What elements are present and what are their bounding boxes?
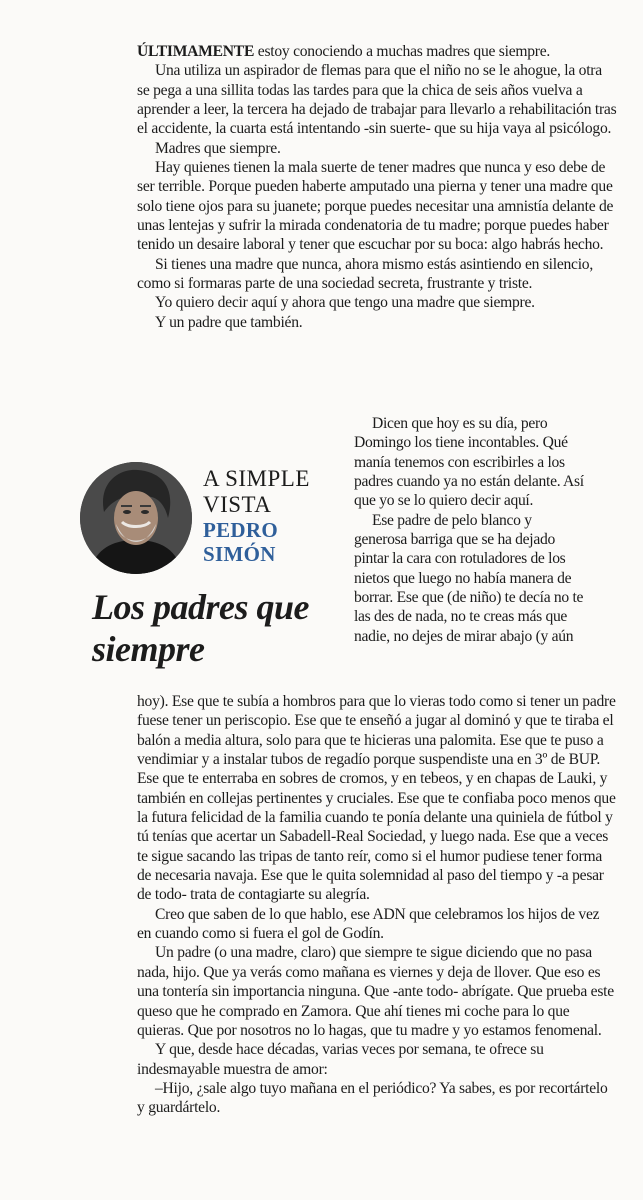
paragraph: Si tienes una madre que nunca, ahora mismo estás asintiendo en silencio, como si formaras parte de una sociedad secreta, frustrante y triste. (137, 255, 593, 293)
article-body-right-column (354, 414, 586, 646)
paragraph (137, 42, 617, 61)
paragraph: Un padre (o una madre, claro) que siempre te sigue diciendo que no pasa nada, hijo. Que ya verás como mañana es viernes y deja de llover. Que eso es una tontería sin importancia ninguna. Que -ante todo- abrígate. Que prueba este queso que he comprado en Zamora. Que ahí tienes mi coche para lo que quieras. Que por nosotros no lo hagas, que tu madre y yo estamos fenomenal. (137, 944, 614, 1039)
paragraph: Hay quienes tienen la mala suerte de tener madres que nunca y eso debe de ser terrible. Porque pueden haberte amputado una pierna y tener una madre que solo tiene ojos para su juanete; porque puedes necesitar una amnistía delante de unas lentejas y sufrir la mirada condenatoria de tu madre; porque puedes haber tenido un desaire laboral y tener que escuchar por su boca: algo habrás hecho. (137, 159, 614, 254)
paragraph: Una utiliza un aspirador de flemas para que el niño no se le ahogue, la otra se pega a una sillita todas las tardes para que la chica de seis años vuelva a aprender a leer, la tercera ha dejado de trabajar para llevarlo a rehabilitación tras el accidente, la cuarta está intentando -sin suerte- que su hija vaya al psicólogo. (137, 62, 617, 138)
paragraph: Creo que saben de lo que hablo, ese ADN que celebramos los hijos de vez en cuando como si fuera el gol de Godín. (137, 905, 600, 943)
paragraph: Madres que siempre. (155, 139, 281, 157)
author-name: PEDRO SIMÓN (203, 518, 278, 566)
paragraph: Y que, desde hace décadas, varias veces por semana, te ofrece su indesmayable muestra de amor: (137, 1041, 544, 1078)
paragraph: hoy). Ese que te subía a hombros para que lo vieras todo como si tener un padre fuese tener un periscopio. Ese que te enseñó a jugar al dominó y que te tiraba el balón a media altura, solo para que te hicieras una palomita. Ese que te puso a vendimiar y a instalar tubos de regadío porque suspendiste una en 3º de BUP. Ese que te enterraba en sobres de cromos, y en tebeos, y en chapas de Lauki, y también en collejas pertinentes y cruciales. Ese que te confiaba poco menos que la futura felicidad de la familia cuando te ponía delante una quiniela de fútbol y tú tenías que acertar un Sabadell-Real Sociedad, y luego nada. Ese que a veces te sigue sacando las tripas de tanto reír, como si el humor pudiese tener forma de necesaria navaja. Ese que le quita solemnidad al paso del tiempo y -a pesar de todo- trata de contagiarte su alegría. (137, 693, 616, 904)
paragraph: Ese padre de pelo blanco y generosa barriga que se ha dejado pintar la cara con rotuladores de los nietos que luego no había manera de borrar. Ese que (de niño) te decía no te las des de nada, no te creas más que nadie, no dejes de mirar abajo (y aún (354, 511, 584, 645)
lead-word: ÚLTIMAMENTE (137, 43, 255, 60)
section-label: A SIMPLE VISTA (203, 466, 310, 517)
article-body-top (137, 42, 617, 332)
author-photo (80, 462, 192, 574)
paragraph: Dicen que hoy es su día, pero Domingo los tiene incontables. Qué manía tenemos con escribirles a los padres cuando ya no están delante. Así que yo se lo quiero decir aquí. (354, 415, 584, 510)
author-portrait-icon (80, 462, 192, 574)
paragraph: Yo quiero decir aquí y ahora que tengo una madre que siempre. (155, 294, 535, 312)
headline: Los padres que siempre (92, 587, 309, 669)
article-body-bottom (137, 692, 617, 1118)
paragraph-text: estoy conociendo a muchas madres que siempre. (254, 43, 551, 60)
paragraph: –Hijo, ¿sale algo tuyo mañana en el periódico? Ya sabes, es por recortártelo y guardártelo. (137, 1079, 608, 1117)
byline (203, 466, 343, 566)
paragraph: Y un padre que también. (155, 313, 303, 331)
